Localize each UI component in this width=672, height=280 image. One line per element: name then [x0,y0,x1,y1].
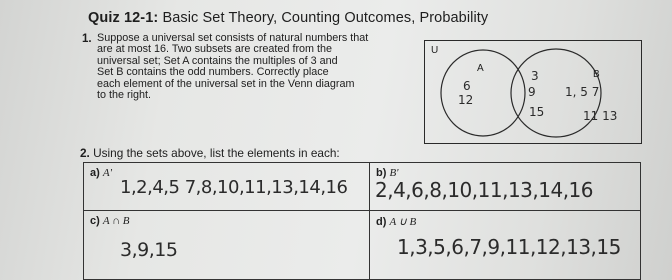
set-b-label: B [593,69,600,80]
quiz-title [88,10,488,26]
venn-diagram [424,40,642,144]
answer-cell-d [370,211,640,279]
set-a-label: A [477,63,484,74]
question-1-line: to the right. [97,89,152,102]
question-2-number: 2. [80,146,90,160]
answer-expression: A ∪ B [389,216,417,228]
question-1-number: 1. [82,33,92,45]
answer-expression: A ∩ B [102,215,130,227]
question-1-line: universal set; Set A contains the multiples of 3 and [97,54,338,67]
a-only-element: 12 [458,93,474,107]
answer-letter: a) [90,167,100,179]
answer-cell-c [84,211,370,279]
question-1-line: Suppose a universal set consists of natural numbers that [97,32,369,44]
question-1-text [97,33,409,101]
answer-value-d: 1,3,5,6,7,9,11,12,13,15 [397,235,621,259]
intersection-element: 15 [529,105,545,119]
answer-letter: d) [376,216,387,228]
answer-label-a [90,167,112,179]
answer-letter: c) [90,215,100,227]
answer-expression: A' [102,167,112,179]
quiz-label: Quiz 12-1: [88,10,159,26]
quiz-topic: Basic Set Theory, Counting Outcomes, Probability [162,10,489,26]
answer-grid [83,162,641,280]
answer-letter: b) [376,167,387,179]
answer-label-c [90,215,130,227]
question-2-prompt: Using the sets above, list the elements in each: [93,146,340,160]
answer-cell-b [370,163,640,211]
intersection-element: 9 [528,85,536,99]
answer-value-a: 1,2,4,5 7,8,10,11,13,14,16 [120,177,348,198]
universal-set-label: U [431,45,439,56]
answer-value-b: 2,4,6,8,10,11,13,14,16 [375,178,594,202]
intersection-element: 3 [531,69,539,83]
question-1-line: each element of the universal set in the Venn diagram [97,77,355,90]
question-2 [80,146,340,160]
answer-value-c: 3,9,15 [120,239,178,261]
b-only-elements: 1, 5 7 [565,85,600,99]
answer-cell-a [84,163,370,211]
question-1-line: are at most 16. Two subsets are created from the [97,43,333,56]
answer-label-d [376,215,416,228]
a-only-element: 6 [463,79,471,93]
question-1-line: Set B contains the odd numbers. Correctly place [97,66,329,79]
answer-expression: B' [389,167,399,179]
b-only-elements: 11 13 [583,109,618,123]
